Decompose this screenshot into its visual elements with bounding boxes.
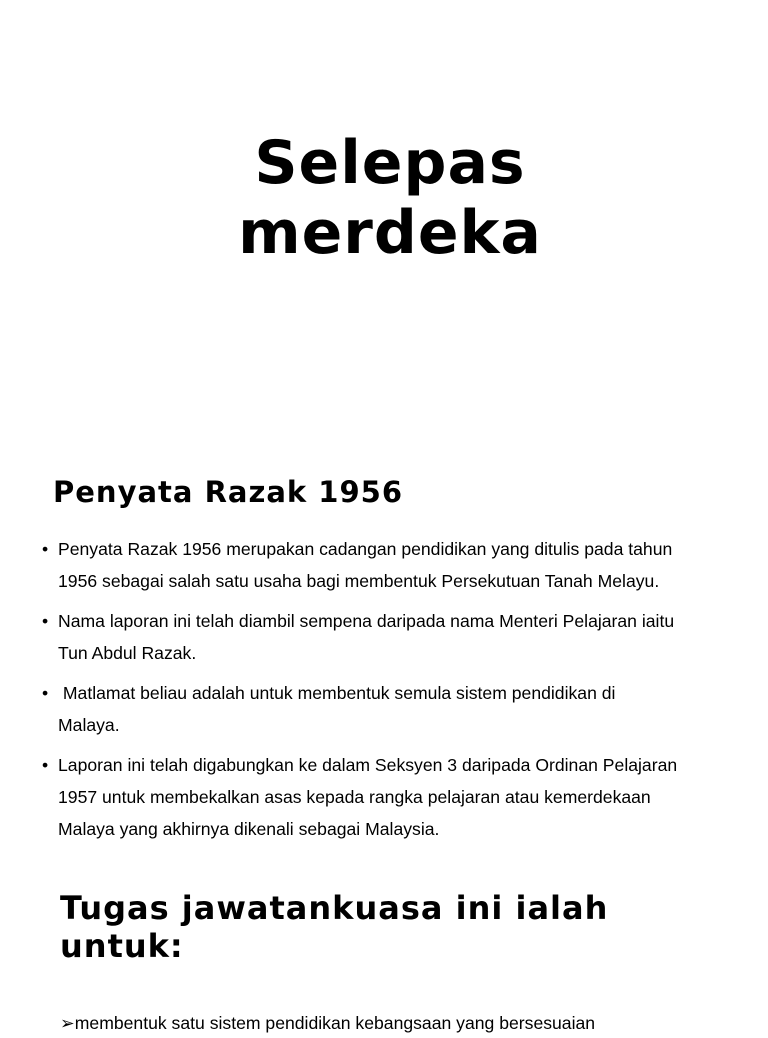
section-heading: Penyata Razak 1956 [53,475,404,509]
slide-title-line-2: merdeka [238,198,542,268]
section-heading [60,889,700,965]
list-item-line: Tun Abdul Razak. [58,643,197,663]
slide-title-line-1: Selepas [254,128,526,198]
list-item-line: Matlamat beliau adalah untuk membentuk semula sistem pendidikan di [58,683,616,703]
bullet-icon: • [42,755,49,775]
list-item-line: 1956 sebagai salah satu usaha bagi membentuk Persekutuan Tanah Melayu. [58,571,660,591]
arrow-list-item-text: membentuk satu sistem pendidikan kebangsaan yang bersesuaian [74,1013,596,1033]
list-item [40,677,740,741]
list-item-line: Malaya yang akhirnya dikenali sebagai Malaysia. [58,819,440,839]
section-heading-line-2: untuk: [60,927,184,965]
list-item [40,749,740,845]
list-item-line: Penyata Razak 1956 merupakan cadangan pendidikan yang ditulis pada tahun [58,539,673,559]
bullet-list [40,533,740,853]
bullet-icon: • [42,683,49,703]
bullet-icon: • [42,539,49,559]
list-item [40,605,740,669]
list-item-line: Laporan ini telah digabungkan ke dalam Seksyen 3 daripada Ordinan Pelajaran [58,755,678,775]
slide-title [0,128,768,268]
section-heading-line-1: Tugas jawatankuasa ini ialah [60,889,609,927]
arrow-bullet-icon: ➢ [60,1013,75,1033]
list-item-line: 1957 untuk membekalkan asas kepada rangka pelajaran atau kemerdekaan [58,787,651,807]
list-item-line: Malaya. [58,715,120,735]
bullet-icon: • [42,611,49,631]
list-item-line: Nama laporan ini telah diambil sempena daripada nama Menteri Pelajaran iaitu [58,611,675,631]
arrow-list-item [60,1008,760,1038]
list-item [40,533,740,597]
